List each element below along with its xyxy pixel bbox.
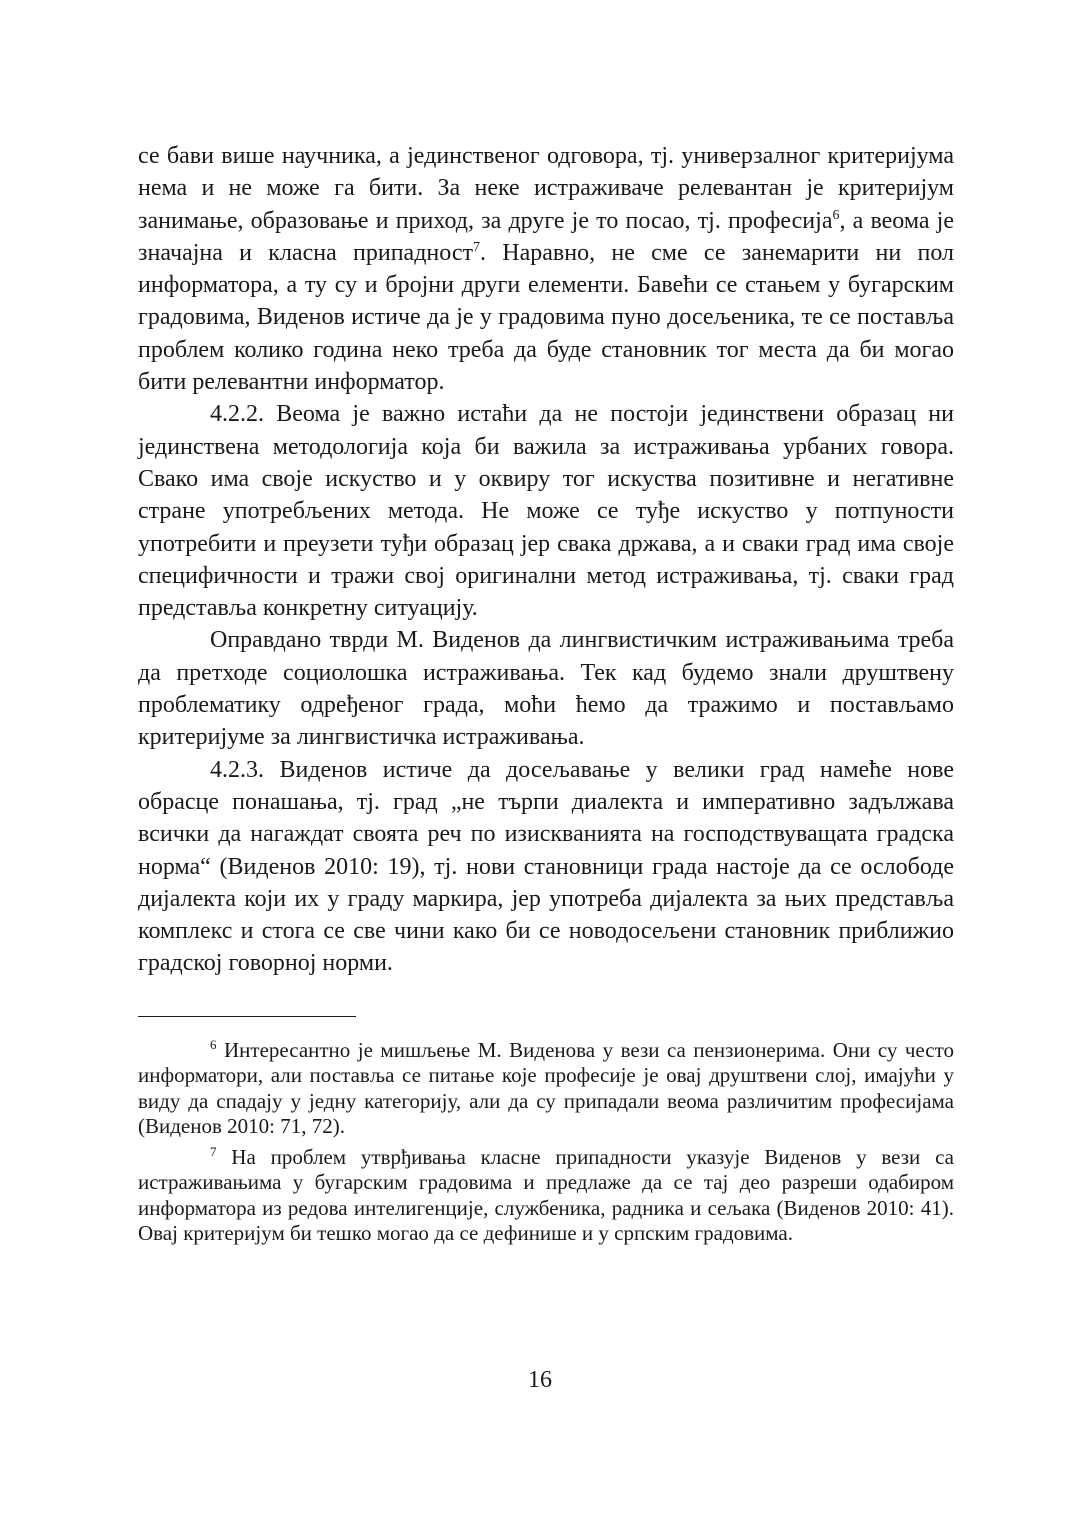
footnote-separator [138,1016,356,1017]
page-number: 16 [528,1367,552,1393]
footnote-6-number: 6 [210,1036,217,1052]
paragraph-1 [138,140,954,398]
footnote-6-text: Интересантно је мишљење М. Виденова у вези са пензионерима. Они су често информатори, али поставља се питање које професије је овај друштвени слој, имајући у виду да спадају у једну категорију, али да су припадали веома различитим професијама (Виденов 2010: 71, 72). [138,1037,954,1139]
footnote-7-text: На проблем утврђивања класне припадности указује Виденов у вези са истраживањима у бугарским градовима и предлаже да се тај део разреши одабиром информатора из редова интелигенције, службеника, радника и сељака (Виденов 2010: 41). Овај критеријум би тешко могао да се дефинише и у српским градовима. [138,1144,954,1246]
paragraph-3: Оправдано тврди М. Виденов да лингвистичким истраживањима треба да претходе социолошка истраживања. Тек кад будемо знали друштвену проблематику одређеног града, моћи ћемо да тражимо и постављамо критеријуме за лингвистичка истраживања. [138,627,954,751]
footnote-6 [138,1038,954,1140]
footnote-7 [138,1145,954,1247]
paragraph-1-text-a: се бави више научника, а јединственог одговора, тј. универзалног критеријума нема и не може га бити. За неке истраживаче релевантан је критеријум занимање, образовање и приход, за друге је то посао, тј. професија [138,143,954,234]
paragraph-4: 4.2.3. Виденов истиче да досељавање у велики град намеће нове обрасце понашања, тј. град „не търпи диалекта и императивно задължава всички да нагаждат своята реч по изискванията на господствуващата градска норма“ (Виденов 2010: 19), тј. нови становници града настоје да се ослободе дијалекта који их у граду маркира, јер употреба дијалекта за њих представља комплекс и стога се све чини како би се новодосељени становник приближио градској говорној норми. [138,756,954,977]
paragraph-1-text-b: , а веома је значајна и класна припадност [138,207,954,266]
footnote-ref-7[interactable]: 7 [473,239,480,255]
paragraph-2: 4.2.2. Веома је важно истаћи да не постоји јединствени образац ни јединствена методологија која би важила за истраживања урбаних говора. Свако има своје искуство и у оквиру тог искуства позитивне и негативне стране употребљених метода. Не може се туђе искуство у потпуности употребити и преузети туђи образац јер свака држава, а и сваки град има своје специфичности и тражи свој оригинални метод истраживања, тј. сваки град представља конкретну ситуацију. [138,401,954,622]
footnote-ref-6[interactable]: 6 [832,207,840,223]
page-content [138,140,954,1247]
paragraph-1-text-c: . Наравно, не сме се занемарити ни пол информатора, а ту су и бројни други елементи. Бавећи се стањем у бугарским градовима, Виденов истиче да је у градовима пуно досељеника, те се поставља проблем колико година неко треба да буде становник тог места да би могао бити релевантни информатор. [138,239,954,396]
footnote-7-number: 7 [210,1143,217,1159]
